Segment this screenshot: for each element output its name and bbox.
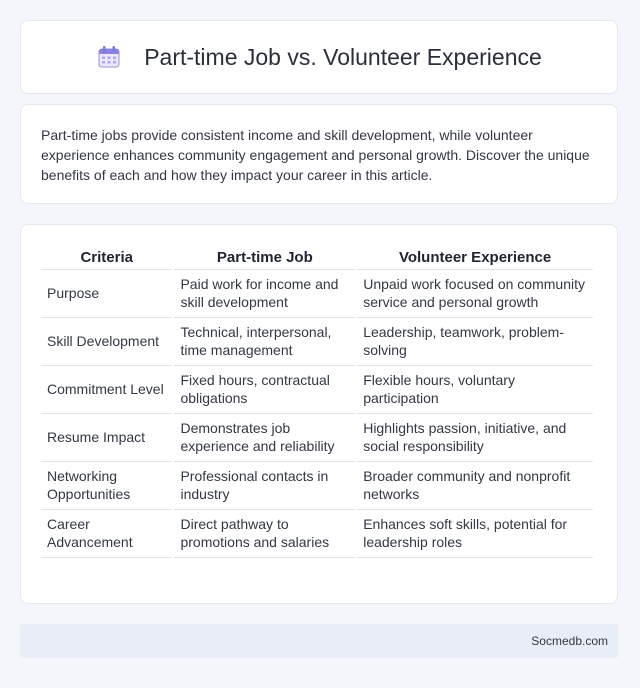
part-time-cell: Demonstrates job experience and reliability — [174, 414, 355, 462]
volunteer-cell: Flexible hours, voluntary participation — [357, 366, 593, 414]
volunteer-cell: Unpaid work focused on community service and personal growth — [357, 270, 593, 318]
criteria-cell: Purpose — [41, 270, 172, 318]
column-header-criteria: Criteria — [41, 245, 172, 270]
table-row — [41, 414, 593, 462]
part-time-cell: Technical, interpersonal, time management — [174, 318, 355, 366]
criteria-cell: Career Advancement — [41, 510, 172, 558]
footer-site-link[interactable]: Socmedb.com — [531, 634, 608, 648]
table-row — [41, 318, 593, 366]
table-row — [41, 510, 593, 558]
column-header-part-time-job: Part-time Job — [174, 245, 355, 270]
volunteer-cell: Highlights passion, initiative, and social responsibility — [357, 414, 593, 462]
table-row — [41, 366, 593, 414]
volunteer-cell: Leadership, teamwork, problem-solving — [357, 318, 593, 366]
part-time-cell: Direct pathway to promotions and salaries — [174, 510, 355, 558]
column-header-volunteer-experience: Volunteer Experience — [357, 245, 593, 270]
title-card — [20, 20, 618, 94]
comparison-table — [39, 245, 595, 558]
comparison-table-card — [20, 224, 618, 604]
table-row — [41, 462, 593, 510]
footer-bar — [20, 624, 618, 658]
intro-card — [20, 104, 618, 204]
volunteer-cell: Broader community and nonprofit networks — [357, 462, 593, 510]
part-time-cell: Fixed hours, contractual obligations — [174, 366, 355, 414]
criteria-cell: Commitment Level — [41, 366, 172, 414]
table-header-row — [41, 245, 593, 270]
part-time-cell: Paid work for income and skill development — [174, 270, 355, 318]
criteria-cell: Resume Impact — [41, 414, 172, 462]
criteria-cell: Networking Opportunities — [41, 462, 172, 510]
intro-paragraph: Part-time jobs provide consistent income and skill development, while volunteer experience enhances community engagement and personal growth. Discover the unique benefits of each and how they impact your career in this article. — [41, 127, 590, 183]
calendar-icon — [96, 44, 122, 70]
volunteer-cell: Enhances soft skills, potential for leadership roles — [357, 510, 593, 558]
page-title: Part-time Job vs. Volunteer Experience — [144, 43, 542, 70]
criteria-cell: Skill Development — [41, 318, 172, 366]
part-time-cell: Professional contacts in industry — [174, 462, 355, 510]
table-row — [41, 270, 593, 318]
